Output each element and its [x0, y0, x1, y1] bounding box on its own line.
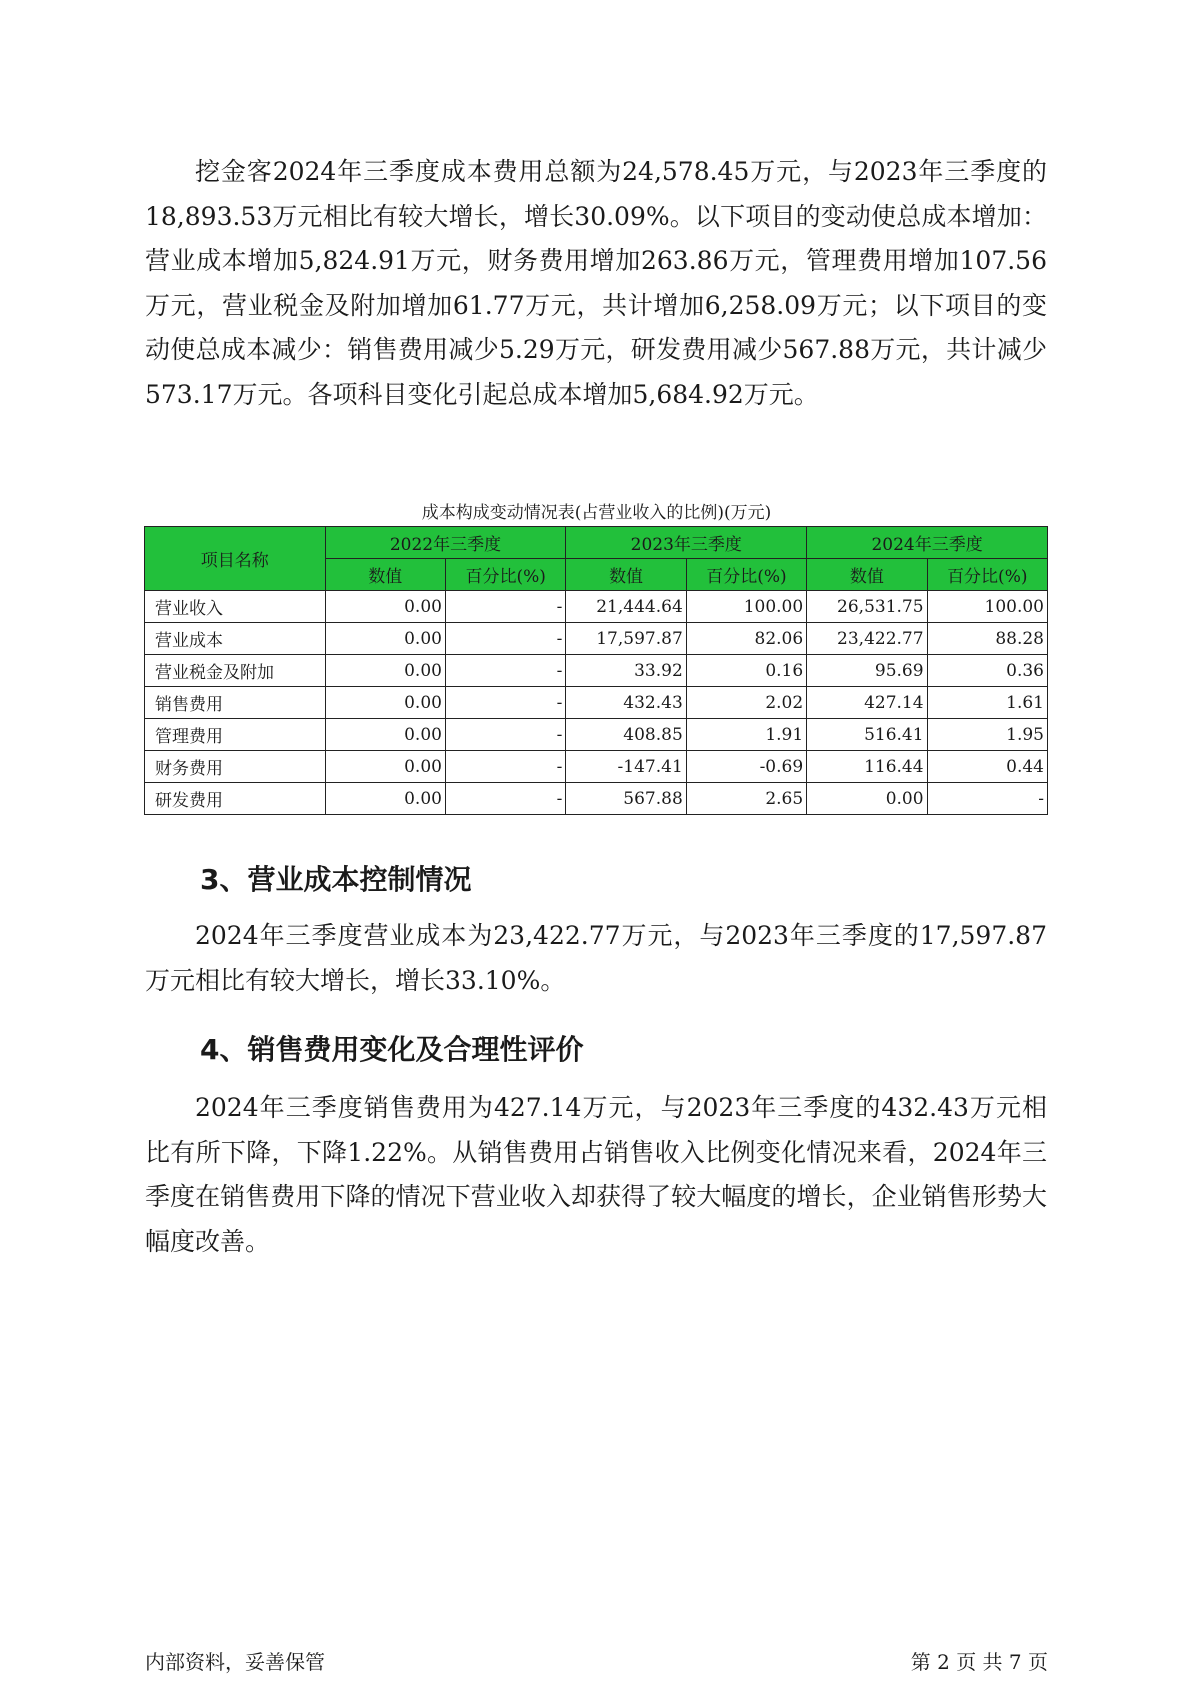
cell: 0.00 [807, 783, 927, 815]
cell: 21,444.64 [566, 591, 686, 623]
cell: 26,531.75 [807, 591, 927, 623]
cell: 408.85 [566, 719, 686, 751]
cell: 100.00 [927, 591, 1047, 623]
cell: 116.44 [807, 751, 927, 783]
table-row [145, 591, 1048, 623]
header-percent: 百分比(%) [445, 559, 565, 591]
cell: 0.00 [325, 751, 445, 783]
table-row [145, 719, 1048, 751]
footer-page-number: 第 2 页 共 7 页 [910, 1650, 1048, 1674]
row-name: 营业成本 [145, 623, 326, 655]
row-name: 营业税金及附加 [145, 655, 326, 687]
cell: - [445, 623, 565, 655]
table-row [145, 783, 1048, 815]
cell: 567.88 [566, 783, 686, 815]
cell: - [445, 751, 565, 783]
cell: 0.00 [325, 687, 445, 719]
header-period-2022: 2022年三季度 [325, 527, 566, 559]
row-name: 管理费用 [145, 719, 326, 751]
table-row [145, 751, 1048, 783]
cell: 0.00 [325, 655, 445, 687]
header-percent: 百分比(%) [927, 559, 1047, 591]
cell: 2.65 [686, 783, 806, 815]
cell: 1.91 [686, 719, 806, 751]
row-name: 销售费用 [145, 687, 326, 719]
cell: 17,597.87 [566, 623, 686, 655]
cell: 0.36 [927, 655, 1047, 687]
table-title: 成本构成变动情况表(占营业收入的比例)(万元) [421, 503, 772, 523]
header-percent: 百分比(%) [686, 559, 806, 591]
cell: 516.41 [807, 719, 927, 751]
cell: - [445, 687, 565, 719]
cell: 95.69 [807, 655, 927, 687]
section3-body: 2024年三季度营业成本为23,422.77万元，与2023年三季度的17,597.87万元相比有较大增长，增长33.10%。 [145, 921, 1047, 995]
cell: - [927, 783, 1047, 815]
cell: 0.00 [325, 623, 445, 655]
cell: 0.00 [325, 591, 445, 623]
cell: 33.92 [566, 655, 686, 687]
footer-confidential-note: 内部资料，妥善保管 [145, 1650, 325, 1674]
cell: 0.00 [325, 719, 445, 751]
table-row [145, 623, 1048, 655]
row-name: 研发费用 [145, 783, 326, 815]
section4-body: 2024年三季度销售费用为427.14万元，与2023年三季度的432.43万元相比有所下降，下降1.22%。从销售费用占销售收入比例变化情况来看，2024年三季度在销售费用下降的情况下营业收入却获得了较大幅度的增长，企业销售形势大幅度改善。 [145, 1093, 1047, 1256]
cell: - [445, 783, 565, 815]
header-period-2023: 2023年三季度 [566, 527, 807, 559]
row-name: 营业收入 [145, 591, 326, 623]
table-row [145, 655, 1048, 687]
cell: 1.95 [927, 719, 1047, 751]
cell: - [445, 655, 565, 687]
cell: - [445, 591, 565, 623]
section4-heading: 4、销售费用变化及合理性评价 [200, 1033, 584, 1066]
cell: 88.28 [927, 623, 1047, 655]
section3-heading: 3、营业成本控制情况 [200, 863, 472, 896]
cost-structure-table [144, 526, 1048, 815]
header-value: 数值 [566, 559, 686, 591]
cell: 432.43 [566, 687, 686, 719]
cell: 427.14 [807, 687, 927, 719]
cell: -0.69 [686, 751, 806, 783]
row-name: 财务费用 [145, 751, 326, 783]
cell: 1.61 [927, 687, 1047, 719]
cell: 0.16 [686, 655, 806, 687]
cell: 0.00 [325, 783, 445, 815]
header-value: 数值 [807, 559, 927, 591]
cell: 23,422.77 [807, 623, 927, 655]
cell: 100.00 [686, 591, 806, 623]
cost-summary-paragraph: 挖金客2024年三季度成本费用总额为24,578.45万元，与2023年三季度的18,893.53万元相比有较大增长，增长30.09%。以下项目的变动使总成本增加：营业成本增加5,824.91万元，财务费用增加263.86万元，管理费用增加107.56万元，营业税金及附加增加61.77万元，共计增加6,258.09万元；以下项目的变动使总成本减少：销售费用减少5.29万元，研发费用减少567.88万元，共计减少573.17万元。各项科目变化引起总成本增加5,684.92万元。 [145, 157, 1047, 409]
cell: - [445, 719, 565, 751]
header-value: 数值 [325, 559, 445, 591]
cell: -147.41 [566, 751, 686, 783]
cell: 82.06 [686, 623, 806, 655]
cell: 2.02 [686, 687, 806, 719]
table-row [145, 687, 1048, 719]
header-item-name: 项目名称 [145, 527, 326, 591]
header-period-2024: 2024年三季度 [807, 527, 1048, 559]
cell: 0.44 [927, 751, 1047, 783]
